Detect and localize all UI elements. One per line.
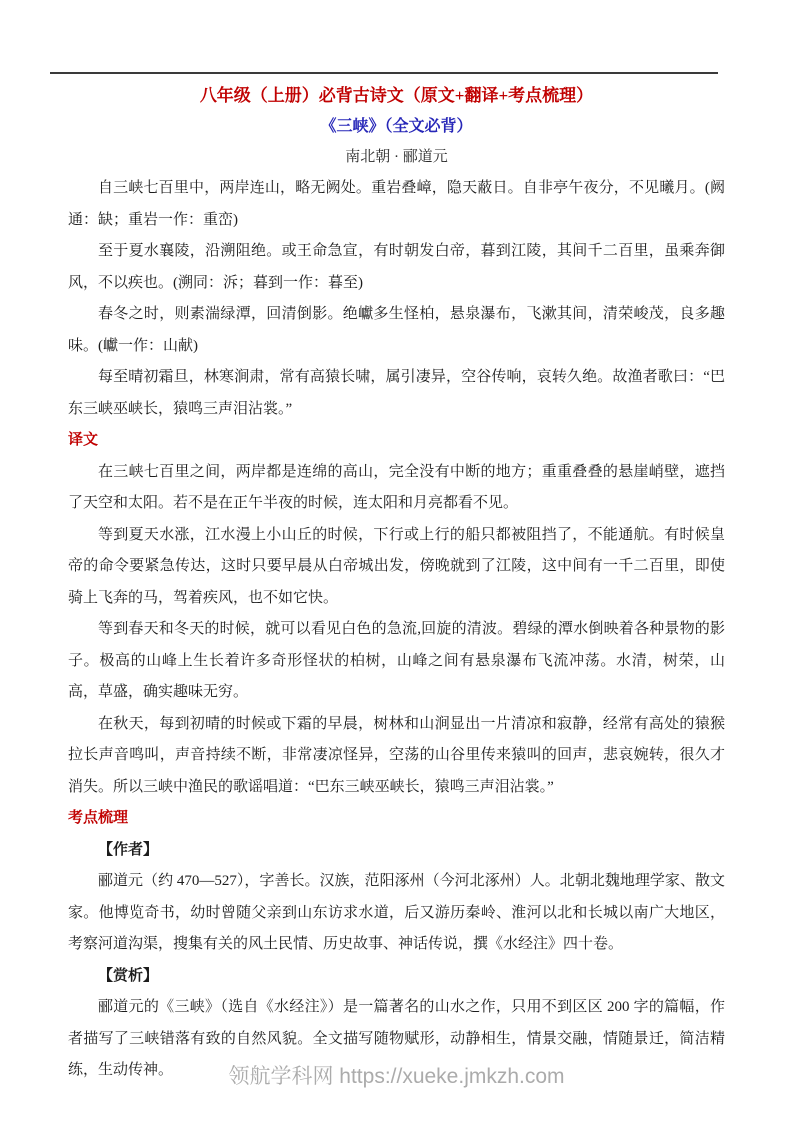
translation-paragraph-2: 等到夏天水涨，江水漫上小山丘的时候，下行或上行的船只都被阻挡了，不能通航。有时候皇帝的命令要紧急传达，这时只要早晨从白帝城出发，傍晚就到了江陵，这中间有一千二百里，即使骑上飞奔的马，驾着疾风，也不如它快。 [68,526,725,606]
sub-header-author: 【作者】 [98,841,159,858]
translation-paragraph-3: 等到春天和冬天的时候，就可以看见白色的急流,回旋的清波。碧绿的潭水倒映着各种景物的影子。极高的山峰上生长着许多奇形怪状的柏树，山峰之间有悬泉瀑布飞流冲荡。水清，树荣，山高，草盛，确实趣味无穷。 [68,621,725,700]
page-title: 八年级（上册）必背古诗文（原文+翻译+考点梳理） [199,86,594,105]
original-paragraph-1: 自三峡七百里中，两岸连山，略无阙处。重岩叠嶂，隐天蔽日。自非亭午夜分，不见曦月。(阙通：缺；重岩一作：重峦) [68,180,725,228]
original-paragraph-4: 每至晴初霜旦，林寒涧肃，常有高猿长啸，属引凄异，空谷传响，哀转久绝。故渔者歌曰：“巴东三峡巫峡长，猿鸣三声泪沾裳。” [68,369,725,417]
watermark: 领航学科网 https://xueke.jmkzh.com [228,1065,565,1088]
author-bio-paragraph: 郦道元（约 470—527），字善长。汉族，范阳涿州（今河北涿州）人。北朝北魏地理学家、散文家。他博览奇书，幼时曾随父亲到山东访求水道，后又游历秦岭、淮河以北和长城以南广大地区，考察河道沟渠，搜集有关的风土民情、历史故事、神话传说，撰《水经注》四十卷。 [68,873,725,952]
poem-title: 《三峡》（全文必背） [320,118,473,135]
original-paragraph-2: 至于夏水襄陵，沿溯阻绝。或王命急宣，有时朝发白帝，暮到江陵，其间千二百里，虽乘奔御风，不以疾也。(溯同：泝；暮到一作：暮至) [68,243,725,291]
section-header-key-points: 考点梳理 [68,810,129,826]
section-header-translation: 译文 [68,432,99,448]
author-line: 南北朝 · 郦道元 [345,149,448,165]
header-divider [50,72,718,74]
translation-paragraph-4: 在秋天，每到初晴的时候或下霜的早晨，树林和山涧显出一片清凉和寂静，经常有高处的猿猴拉长声音鸣叫，声音持续不断，非常凄凉怪异，空荡的山谷里传来猿叫的回声，悲哀婉转，很久才消失。所以三峡中渔民的歌谣唱道：“巴东三峡巫峡长，猿鸣三声泪沾裳。” [68,715,725,795]
sub-header-analysis: 【赏析】 [98,967,159,984]
document-content [0,80,793,1087]
original-paragraph-3: 春冬之时，则素湍绿潭，回清倒影。绝巘多生怪柏，悬泉瀑布，飞漱其间，清荣峻茂，良多趣味。(巘一作：山献) [68,306,725,354]
translation-paragraph-1: 在三峡七百里之间，两岸都是连绵的高山，完全没有中断的地方；重重叠叠的悬崖峭壁，遮挡了天空和太阳。若不是在正午半夜的时候，连太阳和月亮都看不见。 [68,463,725,511]
analysis-paragraph: 郦道元的《三峡》（选自《水经注》）是一篇著名的山水之作，只用不到区区 200 字的篇幅，作者描写了三峡错落有致的自然风貌。全文描写随物赋形，动静相生，情景交融，情随景迁，简洁精练，生动传神。 [68,999,725,1078]
